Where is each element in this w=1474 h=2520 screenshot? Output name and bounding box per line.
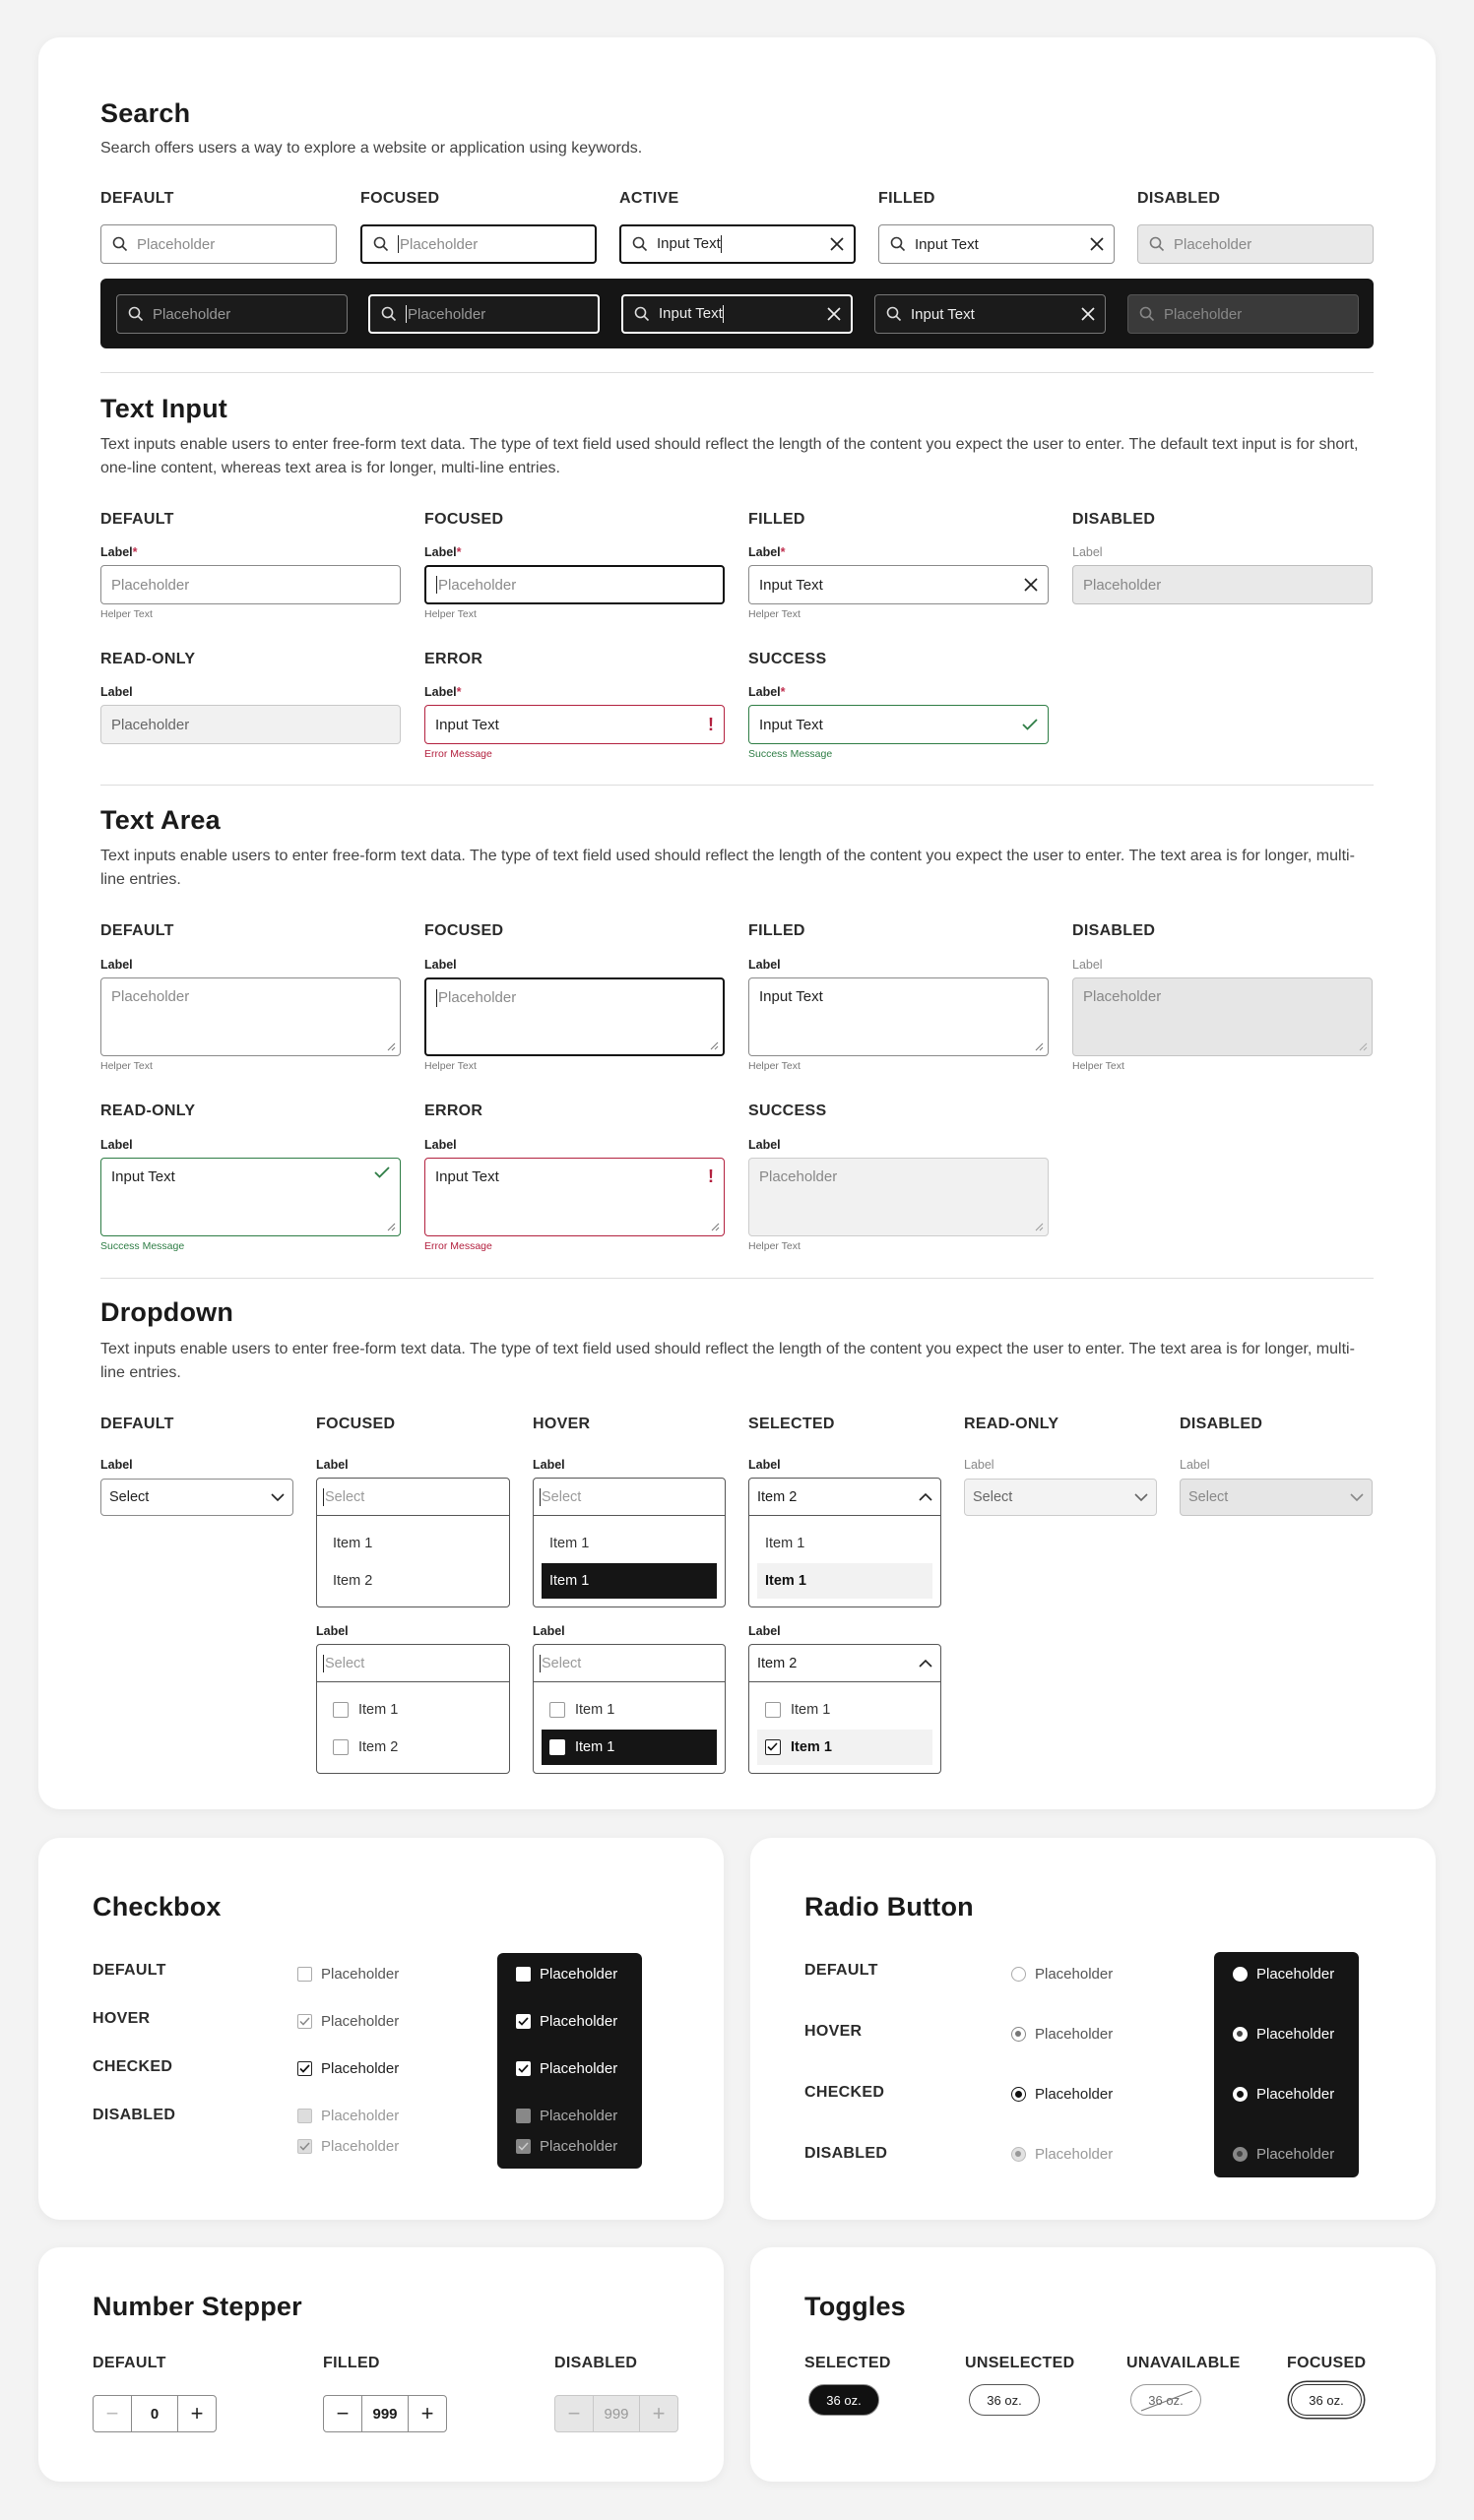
- text-area-success[interactable]: [748, 1158, 1049, 1236]
- dropdown-value: Item 2: [757, 1488, 798, 1505]
- chevron-down-icon: [1134, 1493, 1148, 1502]
- dropdown-placeholder: Select: [542, 1655, 582, 1671]
- text-caret: [398, 235, 399, 253]
- helper-text: Helper Text: [100, 1060, 153, 1072]
- text-caret: [406, 305, 407, 323]
- stepper-default: [93, 2395, 217, 2432]
- checkbox-checked-icon: [516, 2061, 531, 2076]
- search-icon: [127, 305, 145, 323]
- radio-disabled: Placeholder: [1011, 2146, 1113, 2163]
- strike-through-icon: [1131, 2385, 1201, 2416]
- text-input-disabled: [1072, 565, 1373, 604]
- checkbox-icon: [549, 1702, 565, 1718]
- helper-text: Helper Text: [748, 608, 801, 620]
- text-input-state-readonly: READ-ONLY: [100, 651, 196, 667]
- search-icon: [1148, 235, 1166, 253]
- text-area-filled[interactable]: [748, 977, 1049, 1056]
- minus-button[interactable]: −: [105, 2401, 119, 2426]
- text-input-state-filled: FILLED: [748, 511, 805, 528]
- text-input-title: Text Input: [100, 394, 227, 423]
- text-input-state-success: SUCCESS: [748, 651, 827, 667]
- search-icon: [889, 235, 907, 253]
- error-message: Error Message: [424, 1240, 492, 1252]
- dropdown-selected[interactable]: [748, 1478, 941, 1607]
- checkbox-disabled-checked: Placeholder: [297, 2138, 399, 2155]
- toggles-title: Toggles: [804, 2292, 906, 2321]
- clear-icon[interactable]: [830, 237, 844, 251]
- search-input-focused[interactable]: [360, 224, 597, 264]
- search-placeholder: Placeholder: [408, 305, 486, 323]
- text-input-state-default: DEFAULT: [100, 511, 174, 528]
- checkbox-checked-icon: [765, 1739, 781, 1755]
- minus-button: −: [567, 2401, 581, 2426]
- field-label: Label: [424, 1138, 457, 1152]
- dropdown-state-focused: FOCUSED: [316, 1416, 396, 1432]
- field-label: Label: [748, 1138, 781, 1152]
- text-caret: [540, 1488, 541, 1506]
- radio-icon: [1011, 1967, 1026, 1982]
- checkbox-dark-panel: [497, 1953, 642, 2169]
- text-caret: [436, 576, 437, 594]
- text-input-error[interactable]: [424, 705, 725, 744]
- multiselect-selected[interactable]: [748, 1644, 941, 1774]
- divider: [100, 785, 1374, 786]
- multiselect-option-selected[interactable]: Item 1: [757, 1730, 932, 1765]
- field-label: Label: [748, 958, 781, 972]
- dropdown-value: Select: [1188, 1489, 1229, 1505]
- field-label: Label: [100, 685, 133, 699]
- multiselect-option[interactable]: Item 1: [325, 1692, 501, 1728]
- radio-disabled-dark: Placeholder: [1233, 2146, 1334, 2163]
- toggle-state-unavailable: UNAVAILABLE: [1126, 2355, 1241, 2371]
- minus-button[interactable]: −: [336, 2401, 350, 2426]
- radio-checked[interactable]: Placeholder: [1011, 2086, 1113, 2103]
- search-state-disabled: DISABLED: [1137, 190, 1221, 207]
- search-title: Search: [100, 98, 191, 128]
- clear-icon[interactable]: [827, 307, 841, 321]
- search-input-filled[interactable]: [878, 224, 1115, 264]
- radio-title: Radio Button: [804, 1892, 974, 1922]
- checkbox-disabled-checked-dark: Placeholder: [516, 2138, 617, 2155]
- helper-text: Helper Text: [748, 1060, 801, 1072]
- input-placeholder: Placeholder: [111, 716, 190, 733]
- search-state-filled: FILLED: [878, 190, 935, 207]
- field-label: Label*: [748, 545, 786, 559]
- resize-grip-icon[interactable]: [709, 1040, 719, 1050]
- search-input-active-dark[interactable]: [621, 294, 853, 334]
- multiselect-option-hovered[interactable]: Item 1: [542, 1730, 717, 1765]
- multiselect-option[interactable]: Item 1: [757, 1692, 932, 1728]
- input-value: Input Text: [759, 576, 823, 594]
- clear-icon[interactable]: [1024, 578, 1038, 592]
- dropdown-option-hovered[interactable]: Item 1: [542, 1563, 717, 1599]
- field-label: Label: [533, 1624, 565, 1638]
- stepper-value: 999: [593, 2396, 640, 2431]
- area-placeholder: Placeholder: [111, 988, 190, 1005]
- search-value: Input Text: [659, 304, 723, 322]
- chevron-up-icon[interactable]: [919, 1492, 932, 1501]
- search-icon: [885, 305, 903, 323]
- stepper-value[interactable]: 0: [131, 2396, 178, 2431]
- field-label: Label: [748, 1624, 781, 1638]
- chevron-up-icon[interactable]: [919, 1659, 932, 1668]
- text-input-state-disabled: DISABLED: [1072, 511, 1156, 528]
- text-caret: [323, 1488, 324, 1506]
- checkbox-checked-icon: [297, 2014, 312, 2029]
- error-icon: !: [708, 714, 714, 734]
- checkbox-disabled: Placeholder: [297, 2108, 399, 2124]
- field-label: Label: [100, 1138, 133, 1152]
- stepper-title: Number Stepper: [93, 2292, 302, 2321]
- text-area-state-readonly: READ-ONLY: [100, 1102, 196, 1119]
- radio-state-checked: CHECKED: [804, 2084, 885, 2101]
- checkbox-default-dark[interactable]: Placeholder: [516, 1966, 617, 1983]
- text-input-state-focused: FOCUSED: [424, 511, 504, 528]
- toggle-selected[interactable]: 36 oz.: [808, 2384, 879, 2416]
- radio-selected-icon: [1233, 2147, 1248, 2162]
- dropdown-option[interactable]: Item 1: [765, 1536, 805, 1551]
- field-label: Label: [100, 958, 133, 972]
- stepper-state-default: DEFAULT: [93, 2355, 166, 2371]
- search-input-filled-dark[interactable]: [874, 294, 1106, 334]
- radio-icon: [1233, 1967, 1248, 1982]
- search-input-default-dark[interactable]: [116, 294, 348, 334]
- text-area-readonly: [100, 1158, 401, 1236]
- multiselect-option[interactable]: Item 1: [542, 1692, 717, 1728]
- search-placeholder: Placeholder: [400, 235, 479, 253]
- dropdown-value: Select: [109, 1489, 150, 1505]
- helper-text: Helper Text: [100, 608, 153, 620]
- checkbox-checked[interactable]: Placeholder: [297, 2060, 399, 2077]
- helper-text: Helper Text: [1072, 1060, 1124, 1072]
- area-value: Input Text: [111, 1168, 175, 1185]
- dropdown-placeholder: Select: [325, 1655, 365, 1671]
- radio-hover[interactable]: Placeholder: [1011, 2026, 1113, 2043]
- checkbox-icon: [516, 2109, 531, 2123]
- success-message: Success Message: [100, 1240, 185, 1252]
- resize-grip-icon[interactable]: [1034, 1222, 1044, 1231]
- input-value: Input Text: [435, 716, 499, 733]
- text-area-state-filled: FILLED: [748, 922, 805, 939]
- stepper-value[interactable]: 999: [361, 2396, 409, 2431]
- search-value: Input Text: [915, 235, 979, 253]
- toggle-label: 36 oz.: [1148, 2392, 1184, 2408]
- search-icon: [631, 235, 649, 253]
- checkbox-checked-dark[interactable]: Placeholder: [516, 2060, 617, 2077]
- checkbox-state-hover: HOVER: [93, 2010, 151, 2027]
- field-label: Label: [964, 1458, 994, 1472]
- checkbox-icon: [333, 1702, 349, 1718]
- checkbox-checked-icon: [297, 2139, 312, 2154]
- plus-button[interactable]: +: [190, 2401, 204, 2426]
- divider: [100, 372, 1374, 373]
- input-placeholder: Placeholder: [111, 576, 190, 594]
- helper-text: Helper Text: [424, 608, 477, 620]
- toggle-state-unselected: UNSELECTED: [965, 2355, 1075, 2371]
- search-placeholder: Placeholder: [137, 235, 216, 253]
- checkbox-state-checked: CHECKED: [93, 2058, 173, 2075]
- dropdown-title: Dropdown: [100, 1297, 234, 1327]
- dropdown-value: Item 2: [757, 1655, 798, 1671]
- field-label: Label: [316, 1458, 349, 1472]
- dropdown-default[interactable]: [100, 1479, 293, 1516]
- checkbox-checked-icon: [297, 2061, 312, 2076]
- search-icon: [633, 305, 651, 323]
- area-value: Input Text: [435, 1168, 499, 1185]
- dropdown-option[interactable]: Item 1: [549, 1536, 590, 1551]
- radio-checked-dark[interactable]: Placeholder: [1233, 2086, 1334, 2103]
- search-placeholder: Placeholder: [1174, 235, 1252, 253]
- text-input-state-error: ERROR: [424, 651, 483, 667]
- error-icon: !: [708, 1166, 714, 1186]
- text-area-state-error: ERROR: [424, 1102, 483, 1119]
- check-icon: [1022, 719, 1038, 730]
- search-icon: [1138, 305, 1156, 323]
- dropdown-placeholder: Select: [325, 1488, 365, 1505]
- text-area-title: Text Area: [100, 805, 221, 835]
- area-placeholder: Placeholder: [438, 989, 517, 1006]
- field-label: Label: [1180, 1458, 1210, 1472]
- search-input-disabled: [1137, 224, 1374, 264]
- dropdown-state-selected: SELECTED: [748, 1416, 835, 1432]
- search-input-disabled-dark: [1127, 294, 1359, 334]
- text-input-filled[interactable]: [748, 565, 1049, 604]
- radio-default-dark[interactable]: Placeholder: [1233, 1966, 1334, 1983]
- radio-selected-icon: [1011, 2087, 1026, 2102]
- text-input-default[interactable]: [100, 565, 401, 604]
- checkbox-hover[interactable]: Placeholder: [297, 2013, 399, 2030]
- text-area-focused[interactable]: [424, 977, 725, 1056]
- text-caret: [436, 989, 437, 1007]
- divider: [100, 1278, 1374, 1279]
- search-input-active[interactable]: [619, 224, 856, 264]
- stepper-state-filled: FILLED: [323, 2355, 380, 2371]
- multiselect-hover[interactable]: [533, 1644, 726, 1774]
- radio-state-hover: HOVER: [804, 2023, 863, 2040]
- toggle-unavailable: [1130, 2384, 1201, 2416]
- search-state-focused: FOCUSED: [360, 190, 440, 207]
- field-label: Label*: [748, 685, 786, 699]
- text-input-focused[interactable]: [424, 565, 725, 604]
- radio-hover-dark[interactable]: Placeholder: [1233, 2026, 1334, 2043]
- checkbox-state-disabled: DISABLED: [93, 2107, 176, 2123]
- multiselect-focused[interactable]: [316, 1644, 510, 1774]
- radio-selected-icon: [1011, 2027, 1026, 2042]
- search-icon: [380, 305, 398, 323]
- dropdown-value: Select: [973, 1489, 1013, 1505]
- dropdown-focused[interactable]: [316, 1478, 510, 1607]
- checkbox-icon: [333, 1739, 349, 1755]
- field-label: Label*: [424, 545, 462, 559]
- search-value: Input Text: [657, 234, 721, 252]
- field-label: Label: [424, 958, 457, 972]
- checkbox-checked-icon: [516, 2139, 531, 2154]
- checkbox-disabled-dark: Placeholder: [516, 2108, 617, 2124]
- field-label: Label*: [424, 685, 462, 699]
- stepper-disabled: [554, 2395, 678, 2432]
- text-caret: [323, 1655, 324, 1672]
- checkbox-icon: [765, 1702, 781, 1718]
- resize-grip-icon[interactable]: [1034, 1041, 1044, 1051]
- checkbox-title: Checkbox: [93, 1892, 222, 1922]
- radio-state-disabled: DISABLED: [804, 2145, 888, 2162]
- input-value: Input Text: [759, 716, 823, 733]
- field-label: Label: [1072, 958, 1103, 972]
- radio-default[interactable]: Placeholder: [1011, 1966, 1113, 1983]
- checkbox-checked-icon: [516, 2014, 531, 2029]
- checkbox-icon: [549, 1739, 565, 1755]
- field-label: Label: [1072, 545, 1103, 559]
- text-caret: [723, 305, 724, 323]
- stepper-filled: [323, 2395, 447, 2432]
- search-icon: [111, 235, 129, 253]
- checkbox-icon: [516, 1967, 531, 1982]
- search-placeholder: Placeholder: [1164, 305, 1243, 323]
- field-label: Label: [100, 1458, 133, 1472]
- clear-icon[interactable]: [1081, 307, 1095, 321]
- toggle-state-selected: SELECTED: [804, 2355, 891, 2371]
- stepper-state-disabled: DISABLED: [554, 2355, 638, 2371]
- search-value: Input Text: [911, 305, 975, 323]
- toggle-unselected[interactable]: 36 oz.: [969, 2384, 1040, 2416]
- dropdown-state-hover: HOVER: [533, 1416, 591, 1432]
- helper-text: Helper Text: [424, 1060, 477, 1072]
- dropdown-option-selected[interactable]: Item 1: [757, 1563, 932, 1599]
- dropdown-placeholder: Select: [542, 1488, 582, 1505]
- radio-selected-icon: [1233, 2027, 1248, 2042]
- area-placeholder: Placeholder: [759, 1168, 838, 1185]
- text-input-success[interactable]: [748, 705, 1049, 744]
- dropdown-option[interactable]: Item 2: [333, 1573, 373, 1589]
- helper-text: Helper Text: [748, 1240, 801, 1252]
- text-caret: [721, 235, 722, 253]
- text-area-default[interactable]: [100, 977, 401, 1056]
- error-message: Error Message: [424, 748, 492, 760]
- check-icon: [374, 1166, 390, 1178]
- dropdown-state-default: DEFAULT: [100, 1416, 174, 1432]
- text-caret: [540, 1655, 541, 1672]
- multiselect-option[interactable]: Item 2: [325, 1730, 501, 1765]
- text-area-state-focused: FOCUSED: [424, 922, 504, 939]
- dropdown-readonly: [964, 1479, 1157, 1516]
- chevron-down-icon: [271, 1493, 285, 1502]
- field-label: Label: [316, 1624, 349, 1638]
- resize-grip-icon: [1358, 1041, 1368, 1051]
- search-input-default[interactable]: [100, 224, 337, 264]
- success-message: Success Message: [748, 748, 833, 760]
- toggle-focused[interactable]: 36 oz.: [1291, 2384, 1362, 2416]
- text-input-description: Text inputs enable users to enter free-form text data. The type of text field used should reflect the length of the content you expect the user to enter. The default text input is for short, one-line content, whereas text area is for longer, multi-line entries.: [100, 436, 1359, 476]
- radio-selected-icon: [1233, 2087, 1248, 2102]
- search-input-focused-dark[interactable]: [368, 294, 600, 334]
- resize-grip-icon: [386, 1222, 396, 1231]
- search-state-default: DEFAULT: [100, 190, 174, 207]
- area-placeholder: Placeholder: [1083, 988, 1162, 1005]
- text-area-state-disabled: DISABLED: [1072, 922, 1156, 939]
- plus-button[interactable]: +: [420, 2401, 434, 2426]
- checkbox-hover-dark[interactable]: Placeholder: [516, 2013, 617, 2030]
- clear-icon[interactable]: [1090, 237, 1104, 251]
- field-label: Label: [533, 1458, 565, 1472]
- resize-grip-icon[interactable]: [710, 1222, 720, 1231]
- search-dark-panel: [100, 279, 1374, 348]
- radio-selected-icon: [1011, 2147, 1026, 2162]
- search-state-active: ACTIVE: [619, 190, 679, 207]
- search-icon: [372, 235, 390, 253]
- dropdown-state-disabled: DISABLED: [1180, 1416, 1263, 1432]
- text-area-state-success: SUCCESS: [748, 1102, 827, 1119]
- text-area-state-default: DEFAULT: [100, 922, 174, 939]
- area-value: Input Text: [759, 988, 823, 1005]
- chevron-down-icon: [1350, 1493, 1364, 1502]
- field-label: Label: [748, 1458, 781, 1472]
- checkbox-icon: [297, 1967, 312, 1982]
- search-placeholder: Placeholder: [153, 305, 231, 323]
- search-description: Search offers users a way to explore a website or application using keywords.: [100, 140, 643, 157]
- checkbox-state-default: DEFAULT: [93, 1962, 166, 1979]
- toggle-state-focused: FOCUSED: [1287, 2355, 1367, 2371]
- input-placeholder: Placeholder: [1083, 576, 1162, 594]
- dropdown-state-readonly: READ-ONLY: [964, 1416, 1059, 1432]
- radio-dark-panel: [1214, 1952, 1359, 2177]
- radio-state-default: DEFAULT: [804, 1962, 878, 1979]
- field-label: Label*: [100, 545, 138, 559]
- dropdown-option[interactable]: Item 1: [333, 1536, 373, 1551]
- checkbox-default[interactable]: Placeholder: [297, 1966, 399, 1983]
- text-area-error[interactable]: [424, 1158, 725, 1236]
- dropdown-hover[interactable]: [533, 1478, 726, 1607]
- text-input-readonly: [100, 705, 401, 744]
- input-placeholder: Placeholder: [438, 576, 517, 594]
- dropdown-description: Text inputs enable users to enter free-form text data. The type of text field used should reflect the length of the content you expect the user to enter. The text area is for longer, multi-line entries.: [100, 1341, 1355, 1381]
- text-area-disabled: [1072, 977, 1373, 1056]
- dropdown-disabled: [1180, 1479, 1373, 1516]
- plus-button: +: [652, 2401, 666, 2426]
- text-area-description: Text inputs enable users to enter free-form text data. The type of text field used should reflect the length of the content you expect the user to enter. The text area is for longer, multi-line entries.: [100, 848, 1355, 888]
- resize-grip-icon[interactable]: [386, 1041, 396, 1051]
- checkbox-icon: [297, 2109, 312, 2123]
